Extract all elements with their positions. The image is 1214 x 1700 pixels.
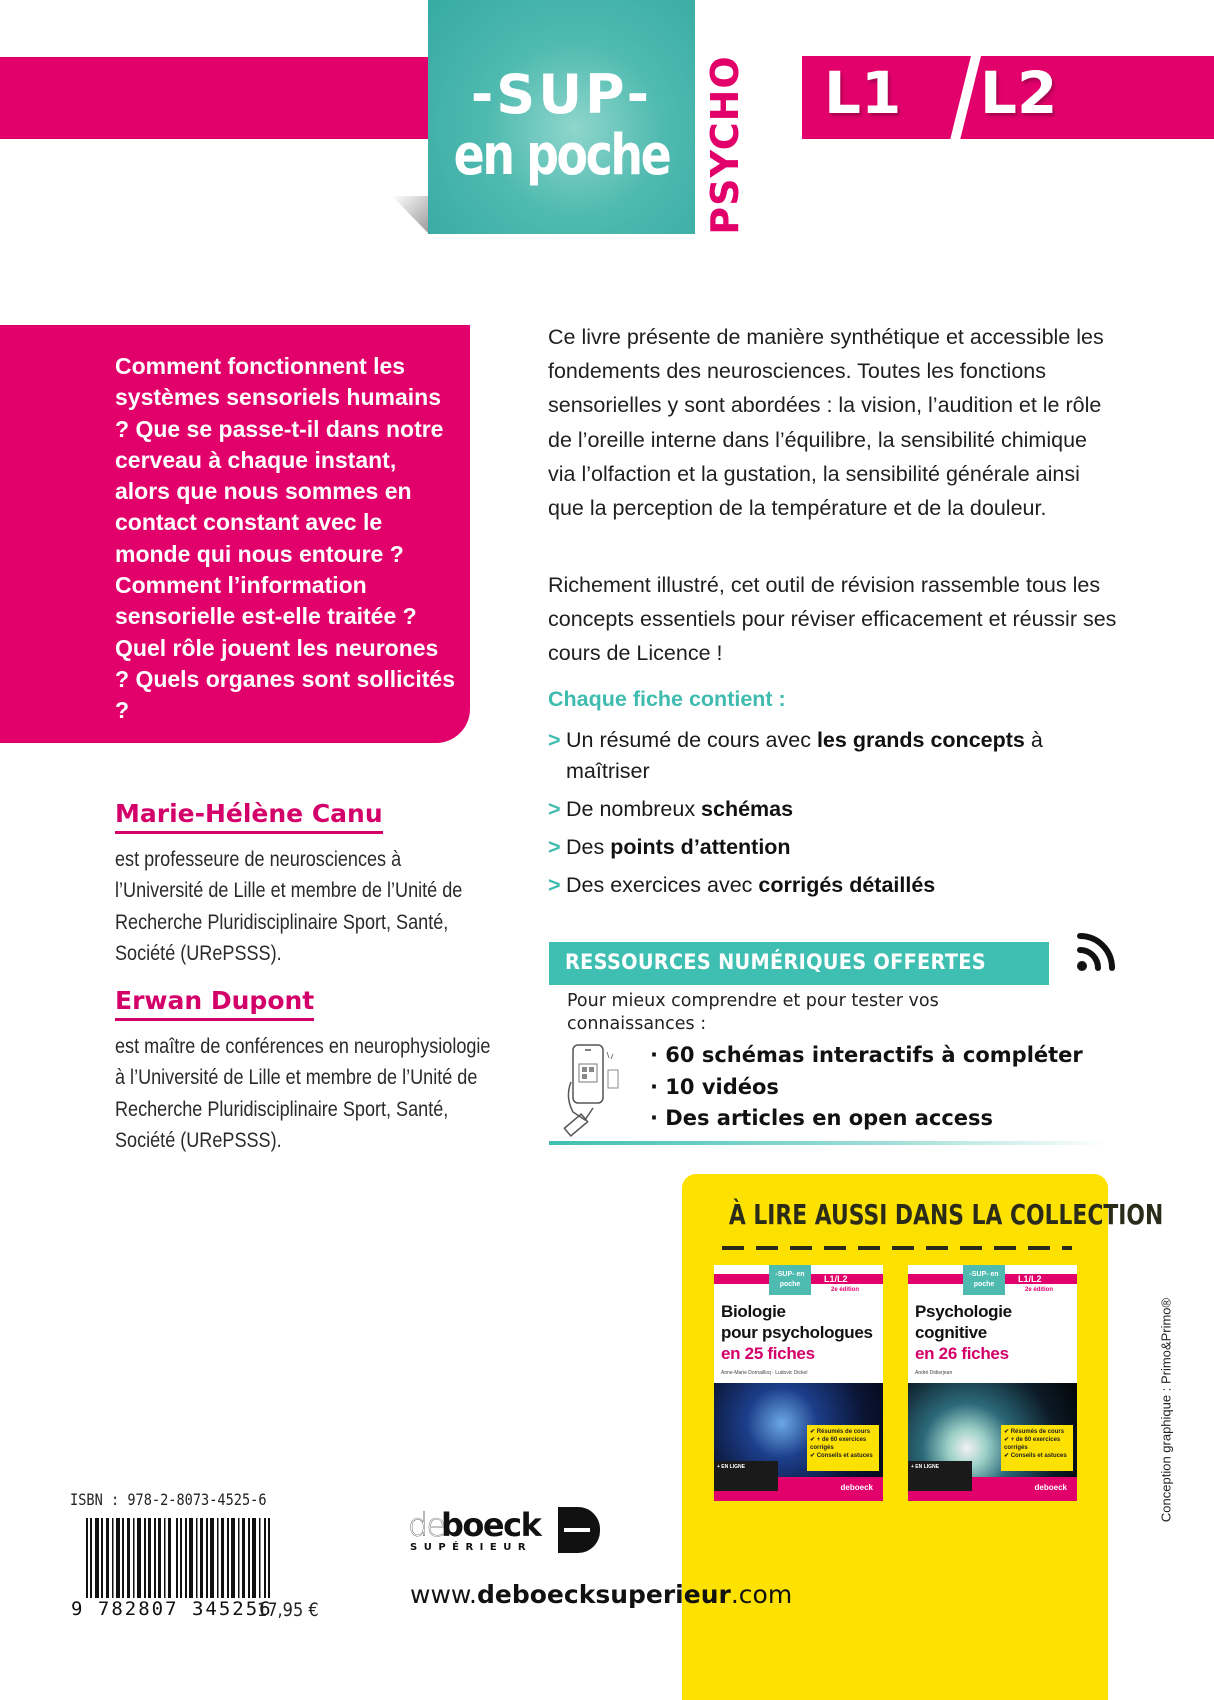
author-name: Marie-Hélène Canu <box>115 800 383 834</box>
resources-banner <box>549 942 1049 985</box>
arrow-icon: > <box>548 797 561 821</box>
fiche-item: > Des exercices avec corrigés détaillés <box>548 870 1118 901</box>
book-publisher-logo: deboeck <box>1034 1483 1067 1492</box>
barcode-digits: 9 782807 345256 <box>71 1598 273 1620</box>
resource-item: · Des articles en open access <box>650 1103 1083 1135</box>
author-bio: est maître de conférences en neurophysiologie à l’Université de Lille et membre de l’Unité de Recherche Pluridisciplinaire Sport, Santé, Société (URePSSS). <box>115 1034 491 1152</box>
arrow-icon: > <box>548 728 561 752</box>
fiche-list <box>548 725 1118 908</box>
questions-text: Comment fonctionnent les systèmes sensoriels humains ? Que se passe-t-il dans notre cerveau à chaque instant, alors que nous sommes en contact constant avec le monde qui nous entoure ? Comment l’information sensorielle est-elle traitée ? Quel rôle jouent les neurones ? Quels organes sont sollicités ? <box>115 353 455 724</box>
series-logo-top: -SUP- <box>470 63 653 126</box>
series-logo-bottom: en poche <box>453 123 670 188</box>
resources-underline <box>549 1141 1109 1145</box>
publisher-logo: de boeck SUPÉRIEUR <box>408 1506 618 1556</box>
resource-item: · 60 schémas interactifs à compléter <box>650 1040 1083 1072</box>
book-edition: 2e édition <box>1025 1287 1054 1293</box>
book-online-badge: + EN LIGNE <box>714 1461 778 1491</box>
level-banner <box>802 56 1214 139</box>
book-level: L1/L2 <box>1018 1274 1042 1284</box>
book-online-badge: + EN LIGNE <box>908 1461 972 1491</box>
fiche-item: > De nombreux schémas <box>548 794 1118 825</box>
book-checklist: ✔ Résumés de cours ✔ + de 60 exercices corrigés ✔ Conseils et astuces <box>1001 1425 1073 1471</box>
collection-box <box>682 1174 1164 1700</box>
book-cover-1[interactable] <box>714 1265 883 1501</box>
author-2 <box>115 987 495 1157</box>
resource-item: · 10 vidéos <box>650 1072 1083 1104</box>
fold-shadow <box>392 196 428 233</box>
description-paragraph-2: Richement illustré, cet outil de révision rassemble tous les concepts essentiels pour réviser efficacement et réussir ses cours de Licence ! <box>548 573 1117 666</box>
phone-qr-scan-icon <box>563 1042 643 1142</box>
dashed-divider <box>722 1246 1072 1250</box>
fiche-title: Chaque fiche contient : <box>548 687 786 711</box>
book-publisher-logo: deboeck <box>840 1483 873 1492</box>
wifi-signal-icon <box>1072 928 1122 978</box>
book-series-logo: -SUP- en poche <box>963 1265 1005 1295</box>
book-checklist: ✔ Résumés de cours ✔ + de 60 exercices corrigés ✔ Conseils et astuces <box>807 1425 879 1471</box>
level-l1: L1 <box>824 59 902 127</box>
book-authors: André Didierjean <box>915 1370 953 1376</box>
arrow-icon: > <box>548 873 561 897</box>
author-name: Erwan Dupont <box>115 987 314 1021</box>
level-slash <box>948 56 983 139</box>
book-title: Biologie pour psychologues en 25 fiches <box>721 1302 873 1363</box>
book-title: Psychologie cognitive en 26 fiches <box>915 1302 1012 1363</box>
header-pink-bar-left <box>0 57 430 139</box>
book-cover-2[interactable] <box>908 1265 1077 1501</box>
book-authors: Anne-Marie Dornailloq · Ludovic Dickel <box>721 1370 808 1376</box>
author-bio: est professeure de neurosciences à l’Université de Lille et membre de l’Unité de Recherche Pluridisciplinaire Sport, Santé, Société (URePSSS). <box>115 847 463 965</box>
isbn: ISBN : 978-2-8073-4525-6 <box>70 1490 267 1509</box>
author-1 <box>115 800 495 970</box>
price: 17,95 € <box>257 1599 319 1621</box>
resources-intro: Pour mieux comprendre et pour tester vos connaissances : <box>567 991 939 1034</box>
book-edition: 2e édition <box>831 1287 860 1293</box>
fiche-item: > Des points d’attention <box>548 832 1118 863</box>
resources-title: RESSOURCES NUMÉRIQUES OFFERTES <box>565 950 986 974</box>
book-series-logo: -SUP- en poche <box>769 1265 811 1295</box>
arrow-icon: > <box>548 835 561 859</box>
collection-title: À LIRE AUSSI DANS LA COLLECTION <box>728 1198 1164 1231</box>
questions-box <box>0 325 470 743</box>
book-level: L1/L2 <box>824 1274 848 1284</box>
website-link[interactable]: www.deboecksuperieur.com <box>410 1580 793 1609</box>
level-l2: L2 <box>980 59 1058 127</box>
resources-list <box>650 1040 1083 1135</box>
discipline-label: PSYCHO <box>703 55 747 235</box>
description-paragraph-1: Ce livre présente de manière synthétique et accessible les fondements des neurosciences. Toutes les fonctions sensorielles y sont abordées : la vision, l’audition et le rôle de l’oreille interne dans l’équilibre, la sensibilité chimique via l’olfaction et la gustation, la sensibilité générale ainsi que la perception de la température et de la douleur. <box>548 325 1104 521</box>
fiche-item: > Un résumé de cours avec les grands concepts à maîtriser <box>548 725 1118 787</box>
series-logo <box>428 0 695 234</box>
publisher-b-mark-icon <box>558 1507 600 1553</box>
